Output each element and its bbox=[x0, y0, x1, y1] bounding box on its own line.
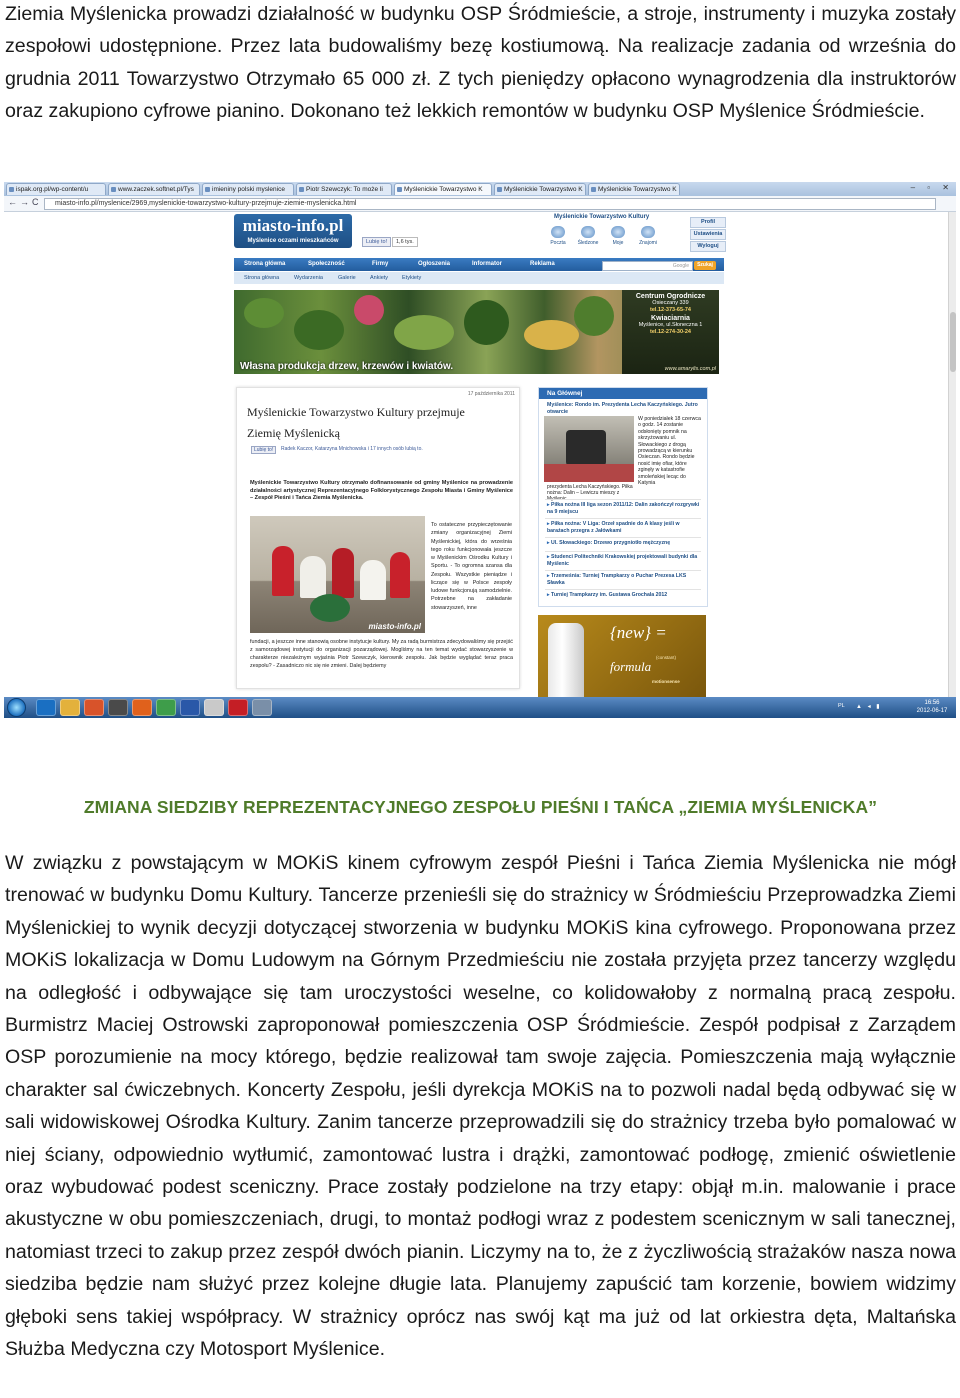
media-player-icon[interactable] bbox=[84, 699, 104, 716]
clock-time: 16:56 bbox=[924, 700, 940, 706]
start-button-icon[interactable] bbox=[7, 698, 26, 717]
news-top-summary: W poniedziałek 18 czerwca o godz. 14 zostanie odsłonięty pomnik na skrzyżowaniu ul. Słowackiego z drogą prowadzącą w kierunku Osieczan. Rondo będzie nosić imię ofiar, które zginęły w katastrofie smoleńskiej lecąc do Katynia bbox=[638, 416, 701, 487]
user-group-title[interactable]: Myślenickie Towarzystwo Kultury bbox=[554, 214, 650, 220]
news-item[interactable]: ▸ Piłka nożna: V Liga: Orzeł spadnie do A klasy jeśli w barażach przegra z Jałówkami bbox=[547, 521, 703, 534]
photo-watermark: miasto-info.pl bbox=[368, 622, 421, 631]
menu-item[interactable]: Ogłoszenia bbox=[418, 261, 451, 267]
followed-icon[interactable]: Śledzone bbox=[577, 226, 599, 246]
banner-phone: tel.12-373-65-74 bbox=[650, 307, 691, 314]
news-item[interactable]: ▸ Turniej Trampkarzy im. Gustawa Grochala 2012 bbox=[547, 592, 703, 599]
address-bar bbox=[4, 196, 956, 212]
banner-url: www.amarylis.com.pl bbox=[664, 365, 716, 372]
deodorant-advert[interactable] bbox=[538, 615, 706, 697]
news-photo-caption: prezydenta Lecha Kaczyńskiego. Piłka nożna: Dalin – Lewiczu mieszy z bbox=[547, 484, 633, 497]
section-heading: ZMIANA SIEDZIBY REPREZENTACYJNEGO ZESPOŁU PIEŚNI I TAŃCA „ZIEMIA MYŚLENICKA” bbox=[83, 797, 878, 817]
url-input[interactable]: miasto-info.pl/myslenice/2969,myslenickie-towarzystwo-kultury-przejmuje-ziemie-myslenicka.html bbox=[44, 198, 936, 210]
garden-centre-banner[interactable] bbox=[234, 290, 719, 374]
banner-phone-2: tel.12-274-30-24 bbox=[650, 329, 691, 336]
site-header bbox=[4, 212, 956, 257]
scroll-thumb[interactable] bbox=[950, 312, 956, 372]
site-logo[interactable] bbox=[234, 214, 352, 248]
monument-photo bbox=[544, 416, 634, 482]
clock[interactable] bbox=[910, 699, 954, 715]
chrome-icon[interactable] bbox=[156, 699, 176, 716]
news-header: Na Głównej bbox=[539, 388, 707, 399]
banner-title-2: Kwiaciarnia bbox=[651, 314, 690, 322]
browser-tab-active[interactable]: Myślenickie Towarzystwo K bbox=[394, 183, 492, 195]
folder-icon[interactable] bbox=[60, 699, 80, 716]
intro-paragraph: Ziemia Myślenicka prowadzi działalność w budynku OSP Śródmieście, a stroje, instrumenty i muzyka zostały zespołowi udostępnione. Przez lata budowaliśmy bezę kostiumową. Na realizacje zadania od września do grudnia 2011 Towarzystwo Otrzymało 65 000 zł. Z tych pieniędzy opłacono wynagrodzenia dla instruktorów oraz zakupiono cyfrowe pianino. Dokonano też lekkich remontów w budynku OSP Myślenice Śródmieście. bbox=[5, 3, 956, 123]
window-controls[interactable]: – ▫ ✕ bbox=[910, 183, 954, 192]
app-icon[interactable] bbox=[252, 699, 272, 716]
logo-subtitle: Myślenice oczami mieszkańców bbox=[247, 238, 339, 244]
banner-address: Osieczany 339 bbox=[652, 300, 689, 307]
paint-icon[interactable] bbox=[204, 699, 224, 716]
news-item[interactable]: ▸ Trzemeśnia: Turniej Trampkarzy o Puchar Prezesa LKS Sławka bbox=[547, 573, 703, 586]
banner-caption: Własna produkcja drzew, krzewów i kwiatów. bbox=[240, 361, 454, 372]
article-title: Myślenickie Towarzystwo Kultury przejmuje Ziemię Myślenicką bbox=[247, 405, 465, 440]
article-panel bbox=[236, 387, 520, 689]
menu-item[interactable]: Społeczność bbox=[308, 261, 345, 267]
firefox-icon[interactable] bbox=[132, 699, 152, 716]
app-icon[interactable] bbox=[108, 699, 128, 716]
tray-icons[interactable]: ▲ ◂ ▮ bbox=[856, 704, 882, 710]
menu-item[interactable]: Reklama bbox=[530, 261, 555, 267]
logout-button[interactable]: Wyloguj bbox=[690, 241, 726, 252]
forward-arrow-icon[interactable]: → bbox=[20, 197, 29, 207]
article-body-text: fundacji, a jeszcze inne stanowią osobne instytucje kultury. My za radą burmistrza zdecydowaliśmy się przejść z samorządowej instytucji do organizacji pozarządowej. Mogliśmy na ten temat wydać stowarzyszenie w charakterze niezależnym wyjaśnia Piotr Szewczyk, kierownik zespołu. Jak będzie wyglądać teraz praca zespołu? - Zasadniczo nic się nie zmieni. Dalej będziemy bbox=[250, 639, 513, 669]
article-side-text: To ostateczne przypieczętowanie zmiany organizacyjnej Ziemi Myślenickiej, która do września tego roku funkcjonowała jeszcze w Myślenickim Ośrodku Kultury i Sportu. - To ogromna szansa dla Zespołu. Wszystkie pieniądze i liczące się w Polsce zespoły ludowe funkcjonują samodzielnie. Potrzebne na zakładanie stowarzyszeń, inne bbox=[431, 522, 512, 611]
banner-address-2: Myślenice, ul.Słoneczna 1 bbox=[638, 321, 703, 328]
browser-tab[interactable]: Piotr Szewczyk: To może li bbox=[296, 183, 392, 195]
app-m-icon[interactable] bbox=[228, 699, 248, 716]
ad-small-text: (constant) bbox=[656, 655, 677, 660]
browser-tab[interactable]: Myślenickie Towarzystwo K bbox=[494, 183, 586, 195]
submenu-item[interactable]: Strona główna bbox=[244, 275, 280, 281]
news-item[interactable]: ▸ Piłka nożna III liga sezon 2011/12: Dalin zakończył rozgrywki na 9 miejscu bbox=[547, 502, 703, 515]
mail-icon[interactable]: Poczta bbox=[547, 226, 569, 246]
sub-menu bbox=[234, 272, 724, 284]
search-button[interactable]: Szukaj bbox=[694, 261, 716, 270]
banner-contact bbox=[622, 290, 719, 374]
profile-button[interactable]: Profil bbox=[690, 217, 726, 228]
settings-button[interactable]: Ustawienia bbox=[690, 229, 726, 240]
product-bottle bbox=[548, 623, 584, 697]
banner-title: Centrum Ogrodnicze bbox=[635, 293, 706, 300]
language-indicator[interactable]: PL bbox=[838, 703, 845, 709]
like-count: 1,6 tys. bbox=[392, 237, 418, 247]
windows-taskbar bbox=[4, 697, 956, 718]
news-item[interactable]: ▸ Studenci Politechniki Krakowskiej projektowali budynki dla Myślenic bbox=[547, 554, 703, 567]
news-sidebar bbox=[538, 387, 708, 607]
article-like-button[interactable]: Lubię to! bbox=[251, 446, 276, 454]
main-paragraph: W związku z powstającym w MOKiS kinem cyfrowym zespół Pieśni i Tańca Ziemia Myślenicka nie mógł trenować w budynku Domu Kultury. Tancerze przenieśli się do strażnicy w Śródmieściu Przeprowadzka Ziemi Myślenickiej to wynik decyzji dotyczącej stworzenia w budynku MOKiS kina cyfrowego. Proponowana przez MOKiS lokalizacja w Domu Ludowym na Górnym Przedmieściu nie została przyjęta przez tancerzy względu na odległość i odbywające się tam uroczystości weselne, co kolidowałoby z normalną pracą zespołu. Burmistrz Maciej Ostrowski zaproponował pomieszczenia OSP Śródmieście. Zespół podpisał z Zarządem OSP porozumienie na mocy którego, będzie realizował tam swoje zajęcia. Pomieszczenia mają wyłącznie charakter sal ćwiczebnych. Koncerty Zespołu, jeśli dyrekcja MOKiS na to pozwoli nadal będą odbywać się w sali widowiskowej Ośrodka Kultury. Zanim tancerze przeprowadzili się do strażnicy trzeba było pomalować w niej ściany, odpowiednio wytłumić, zamontować lustra i drążki, zamontować podłogę, zmienić oświetlenie oraz wybudować podest sceniczny. Prace zostały podzielone na trzy etapy: objął m.in. malowanie i prace akustyczne w obu pomieszczeniach, drugi, to montaż podłogi wraz z podestem scenicznym w sali tanecznej, natomiast trzeci to zakup przez zespół dwóch pianin. Liczymy na to, że z życzliwością strażaków nasza nowa siedziba będzie nam służyć przez kolejne długie lata. Planujemy zapuścić tam korzenie, bowiem widzimy głęboki sens takiej współpracy. W strażnicy oprócz nas swój kąt ma już od lat orkiestra dęta, Maltańska Służba Medyczna czy Motosport Myślenice. bbox=[5, 852, 956, 1361]
word-icon[interactable] bbox=[180, 699, 200, 716]
browser-tab[interactable]: imieniny polski myslenice bbox=[202, 183, 294, 195]
news-item[interactable]: ▸ Ul. Słowackiego: Drzewo przygniotło mężczyznę bbox=[547, 540, 703, 547]
submenu-item[interactable]: Galerie bbox=[338, 275, 356, 281]
search-input[interactable]: Google bbox=[602, 261, 693, 271]
submenu-item[interactable]: Etykiety bbox=[402, 275, 422, 281]
browser-tab[interactable]: ispak.org.pl/wp-content/u bbox=[6, 183, 106, 195]
friends-icon[interactable]: Znajomi bbox=[637, 226, 659, 246]
article-lead: Myślenickie Towarzystwo Kultury otrzymało dofinansowanie od gminy Myślenice na prowadzenie działalności artystycznej Reprezentacyjnego Folklorystycznego Zespołu Miasta i Gminy Myślenice – Zespół Pieśni i Tańca Ziemia Myślenicka. bbox=[250, 480, 513, 501]
submenu-item[interactable]: Wydarzenia bbox=[294, 275, 323, 281]
browser-tab[interactable]: Myślenickie Towarzystwo K bbox=[588, 183, 680, 195]
ie-icon[interactable] bbox=[36, 699, 56, 716]
news-top-link[interactable]: Myślenice: Rondo im. Prezydenta Lecha Kaczyńskiego. Jutro otwarcie bbox=[547, 402, 698, 415]
article-likes-text: Radek Kaczor, Katarzyna Mnichowska i 17 innych osób lubią to. bbox=[281, 446, 423, 452]
menu-item[interactable]: Firmy bbox=[372, 261, 389, 267]
logo-text: miasto-info.pl bbox=[242, 216, 344, 235]
ad-headline: {new} = bbox=[610, 623, 667, 642]
clock-date: 2012-06-17 bbox=[916, 708, 948, 714]
back-arrow-icon[interactable]: ← bbox=[8, 197, 17, 207]
folk-dancers-photo bbox=[250, 516, 425, 633]
reload-icon[interactable]: C bbox=[32, 197, 39, 207]
ad-formula: formula bbox=[610, 659, 652, 674]
facebook-like-button[interactable]: Lubię to! bbox=[362, 237, 391, 247]
submenu-item[interactable]: Ankiety bbox=[370, 275, 389, 281]
menu-item[interactable]: Informator bbox=[472, 261, 502, 267]
article-date: 17 października 2011 bbox=[467, 391, 515, 397]
browser-tab-bar bbox=[4, 182, 956, 196]
menu-item[interactable]: Strona główna bbox=[244, 261, 286, 267]
page-scrollbar[interactable] bbox=[948, 212, 956, 697]
mine-icon[interactable]: Moje bbox=[607, 226, 629, 246]
embedded-browser-screenshot bbox=[4, 182, 956, 718]
browser-tab[interactable]: www.zaczek.softnet.pl/Tys bbox=[108, 183, 200, 195]
ad-tech-name: motionsense bbox=[652, 679, 680, 684]
